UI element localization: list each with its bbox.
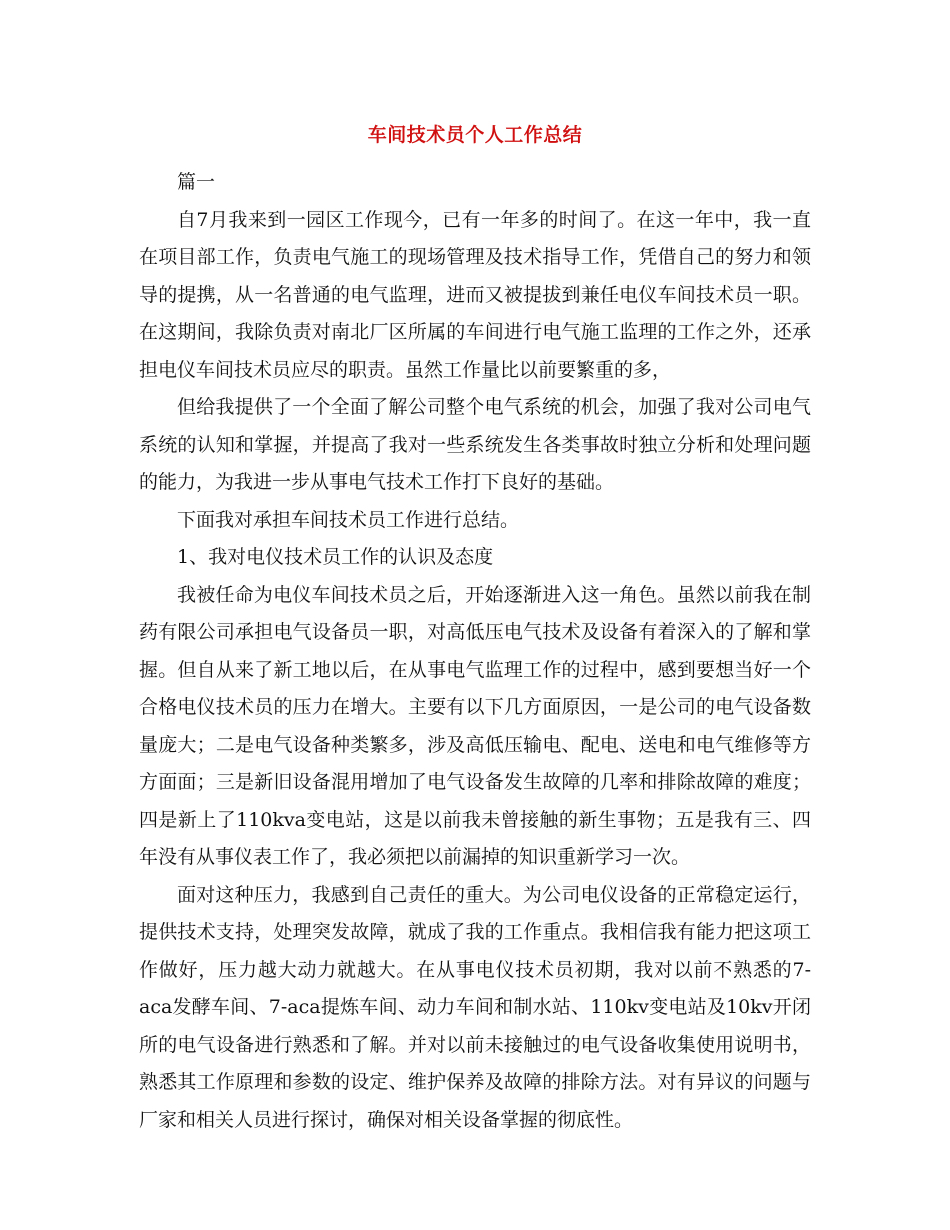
section-label: 篇一 <box>177 171 216 193</box>
document-body <box>139 164 811 1139</box>
body-paragraph: 自7月我来到一园区工作现今，已有一年多的时间了。在这一年中，我一直在项目部工作，负责电气施工的现场管理及技术指导工作，凭借自己的努力和领导的提携，从一名普通的电气监理，进而又被提拔到兼任电仪车间技术员一职。在这期间，我除负责对南北厂区所属的车间进行电气施工监理的工作之外，还承担电仪车间技术员应尽的职责。虽然工作量比以前要繁重的多， <box>139 208 811 381</box>
body-paragraph: 下面我对承担车间技术员工作进行总结。 <box>177 508 520 531</box>
document-title: 车间技术员个人工作总结 <box>367 124 583 146</box>
body-paragraph: 面对这种压力，我感到自己责任的重大。为公司电仪设备的正常稳定运行，提供技术支持，处理突发故障，就成了我的工作重点。我相信我有能力把这项工作做好，压力越大动力就越大。在从事电仪技术员初期，我对以前不熟悉的7-aca发酵车间、7-aca提炼车间、动力车间和制水站、110kv变电站及10kv开闭所的电气设备进行熟悉和了解。并对以前未接触过的电气设备收集使用说明书，熟悉其工作原理和参数的设定、维护保养及故障的排除方法。对有异议的问题与厂家和相关人员进行探讨，确保对相关设备掌握的彻底性。 <box>139 883 811 1131</box>
section-heading: 1、我对电仪技术员工作的认识及态度 <box>177 546 494 568</box>
body-paragraph: 我被任命为电仪车间技术员之后，开始逐渐进入这一角色。虽然以前我在制药有限公司承担电气设备员一职，对高低压电气技术及设备有着深入的了解和掌握。但自从来了新工地以后，在从事电气监理工作的过程中，感到要想当好一个合格电仪技术员的压力在增大。主要有以下几方面原因，一是公司的电气设备数量庞大；二是电气设备种类繁多，涉及高低压输电、配电、送电和电气维修等方方面面；三是新旧设备混用增加了电气设备发生故障的几率和排除故障的难度；四是新上了110kva变电站，这是以前我未曾接触的新生事物；五是我有三、四年没有从事仪表工作了，我必须把以前漏掉的知识重新学习一次。 <box>139 583 811 868</box>
body-paragraph: 但给我提供了一个全面了解公司整个电气系统的机会，加强了我对公司电气系统的认知和掌握，并提高了我对一些系统发生各类事故时独立分析和处理问题的能力，为我进一步从事电气技术工作打下良好的基础。 <box>139 396 811 493</box>
